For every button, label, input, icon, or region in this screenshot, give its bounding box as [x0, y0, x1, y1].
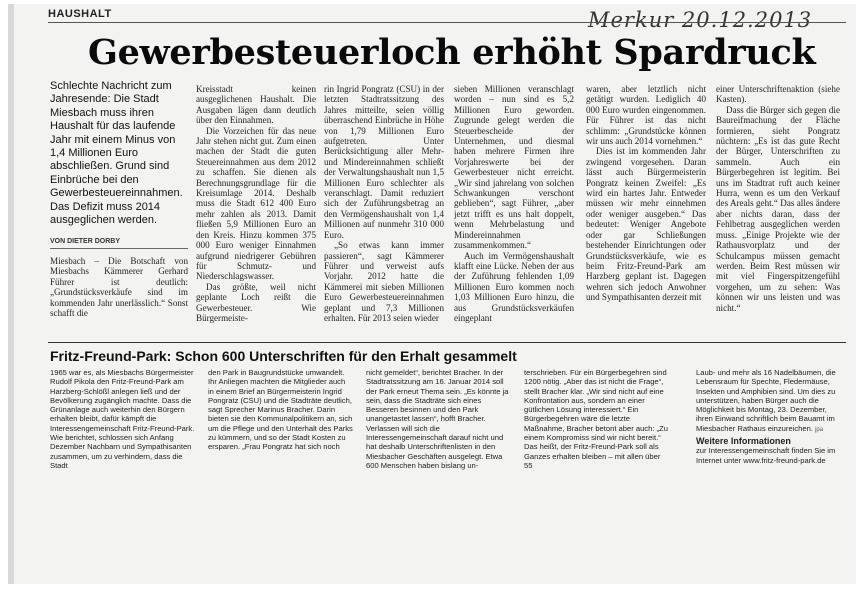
- article-column-3: [324, 84, 444, 340]
- sidebar-column-2: den Park in Baugrundstücke umwandelt. Ihr Anliegen machten die Mitglieder auch in einem Brief an Bürgermeisterin Ingrid Pongratz (CSU) und die Stadträte deutlich, sagt Sprecher Marinus Bracher. Darin bieten sie den Kommunalpolitikern an, sich um die Pflege und den Unterhalt des Parks zu kümmern, und so der Stadt Kosten zu ersparen. „Frau Pongratz hat sich noch: [208, 368, 353, 452]
- paragraph: waren, aber letztlich nicht getätigt wurden. Lediglich 40 000 Euro wurden eingenommen. Für Führer ist das nicht schlimm: „Grundstücke können wir uns auch 2014 vornehmen.“: [586, 84, 706, 147]
- sidebar-column-5: [696, 368, 838, 498]
- paragraph: rin Ingrid Pongratz (CSU) in der letzten Stadtratssitzung des Jahres mitteilte, seien völlig überraschend Einbrüche in Höhe von 1,79 Millionen Euro aufgetreten. Unter Berücksichtigung aller Mehr- und Mindereinnahmen schließt der Verwaltungshaushalt nun 1,5 Millionen Euro schlechter als veranschlagt. Damit reduziert sich der Zuführungsbetrag an den Vermögenshaushalt von 1,4 Millionen auf nunmehr 310 000 Euro.: [324, 84, 444, 240]
- article-column-4: [454, 84, 574, 340]
- handwritten-source-date: Merkur 20.12.2013: [588, 8, 813, 32]
- info-heading: Weitere Informationen: [696, 436, 791, 447]
- paragraph: Das größte, weil nicht geplante Loch reißt die Gewerbesteuer. Wie Bürgermeiste-: [196, 281, 316, 323]
- paragraph: Kreisstadt keinen ausgeglichenen Haushalt. Die Ausgaben lägen dann deutlich über den Einnahmen.: [196, 84, 316, 126]
- sidebar-rule: [48, 342, 846, 343]
- article-column-2: [196, 84, 316, 340]
- article-column-1: [50, 256, 188, 326]
- sidebar-headline: Fritz-Freund-Park: Schon 600 Unterschriften für den Erhalt gesammelt: [50, 348, 517, 364]
- header-rule: [48, 22, 846, 23]
- paragraph: Dass die Bürger sich gegen die Baureifmachung der Fläche formieren, sieht Pongratz nüchtern: „Es ist das gute Recht der Bürger, Unterschriften zu sammeln. Auch ein Bürgerbegehren ist legitim. Bei uns im Stadtrat ruft auch keiner Hurra, wenn es um den Verkauf des Areals geht.“ Das alles ändere aber nichts daran, dass der Fehlbetrag ausgeglichen werden muss. „Einige Projekte wie der Rathausvorplatz und der Schulcampus müssen gemacht werden. Beim Rest müssen wir mit viel Fingerspitzengefühl vorgehen, um zu sehen: Was können wir uns leisten und was nicht.“: [716, 104, 840, 313]
- paragraph: Miesbach – Die Botschaft von Miesbachs Kämmerer Gerhard Führer ist deutlich: „Grundstücksverkäufe sind im kommenden Jahr unerlässlich.“ Sonst schafft die: [50, 256, 188, 319]
- newspaper-clipping: [8, 4, 856, 584]
- paragraph: Die Vorzeichen für das neue Jahr stehen nicht gut. Zum einen machen der Stadt die guten Steuereinnahmen aus dem 2012 zu schaffen. Sie dienen als Berechnungsgrundlage für die Kreisumlage 2014. Deshalb muss die Stadt 612 400 Euro mehr zahlen als 2013. Damit fließen 5,9 Millionen Euro an den Kreis. Hinzu kommen 375 000 Euro weniger Einnahmen aufgrund niedrigerer Gebühren für Schmutz- und Niederschlagswasser.: [196, 125, 316, 282]
- paragraph: einer Unterschriftenaktion (siehe Kasten).: [716, 84, 840, 105]
- section-label: HAUSHALT: [48, 8, 112, 20]
- article-column-6: [716, 84, 840, 340]
- sidebar-column-3: nicht gemeldet“, berichtet Bracher. In der Stadtratssitzung am 16. Januar 2014 soll der Park erneut Thema sein. „Es könnte ja sein, dass die Stadträte sich eines Besseren besinnen und den Park unangetastet lassen“, hofft Bracher. Verlassen will sich die Interessengemeinschaft darauf nicht und hat deshalb Unterschriftenlisten in den Miesbacher Geschäften ausgelegt. Etwa 600 Menschen haben bislang un-: [366, 368, 509, 470]
- sidebar-column-1: 1965 war es, als Miesbachs Bürgermeister Rudolf Pikola den Fritz-Freund-Park am Harzberg-Schlößl anlegen ließ und der Bevölkerung zugänglich machte. Dass die Grünanlage auch weiterhin den Bürgern erhalten bleibt, dafür kämpft die Interessengemeinschaft Fritz-Freund-Park. Wie berichtet, schlossen sich Anfang Dezember Nachbarn und Sympathisanten zusammen, um zu verhindern, dass die Stadt: [50, 368, 195, 470]
- article-headline: Gewerbesteuerloch erhöht Spardruck: [88, 32, 816, 73]
- article-column-5: [586, 84, 706, 340]
- author-rule: [50, 248, 188, 249]
- info-text: zur Interessengemeinschaft finden Sie im Internet unter www.fritz-freund-park.de: [696, 446, 836, 465]
- sidebar-paragraph: Laub- und mehr als 16 Nadelbäumen, die Lebensraum für Spechte, Fledermäuse, Insekten und Amphibien sind. Um dies zu unterstützen, haben Bürger auch die Möglichkeit bis Montag, 23. Dezember, ihren Einwand schriftlich beim Bauamt im Miesbacher Rathaus einzureichen.: [696, 368, 836, 433]
- paragraph: Dies ist im kommenden Jahr zwingend vorgesehen. Daran lässt auch Bürgermeisterin Pongratz keinen Zweifel: „Es wird ein hartes Jahr. Entweder müssen wir mehr einnehmen oder weniger ausgeben.“ Das bedeutet: Weniger Angebote oder gar Schließungen bestehender Einrichtungen oder Grundstücksverkäufe, wie es beim Fritz-Freund-Park am Harzberg geplant ist. Dagegen wehren sich jedoch Anwohner und Sympathisanten derzeit mit: [586, 146, 706, 303]
- article-lead: Schlechte Nachricht zum Jahresende: Die Stadt Miesbach muss ihren Haushalt für das laufende Jahr mit einem Minus von 1,4 Millionen Euro abschließen. Grund sind Einbrüche bei den Gewerbesteuereinnahmen. Das Defizit muss 2014 ausgeglichen werden.: [50, 80, 183, 227]
- paragraph: „So etwas kann immer passieren“, sagt Kämmerer Führer und verweist aufs Vorjahr. 2012 hatte die Kämmerei mit sieben Millionen Euro Gewerbesteuereinnahmen geplant und 7,3 Millionen erhalten. Für 2013 seien wieder: [324, 240, 444, 323]
- paragraph: Auch im Vermögenshaushalt klafft eine Lücke. Neben der aus der Zuführung fehlenden 1,09 Millionen Euro kommen noch 1,03 Millionen Euro hinzu, die aus Grundstücksverkäufen eingeplant: [454, 250, 574, 323]
- article-author: VON DIETER DORBY: [50, 238, 121, 245]
- paragraph: sieben Millionen veranschlagt worden – nun sind es 5,2 Millionen Euro geworden. Zugrunde gelegt werden die Steuerbescheide der Unternehmen, und diesmal haben mehrere Firmen ihre Vorjahreswerte bei der Gewerbesteuer nicht erreicht. „Wir sind jahrelang von solchen Schwankungen verschont geblieben“, sagt Führer, „aber jetzt trifft es uns halt doppelt, wenn Mehrbelastung und Mindereinnahmen zusammenkommen.“: [454, 84, 574, 251]
- sidebar-column-4: terschrieben. Für ein Bürgerbegehren sind 1200 nötig. „Aber das ist nicht die Frage“, stellt Bracher klar. „Wir sind nicht auf eine Konfrontation aus, sondern an einer gütlichen Lösung interessiert.“ Ein Bürgerbegehren wäre die letzte Maßnahme, Bracher betont aber auch: „Zu einem Kompromiss sind wir nicht bereit.“ Das heißt, der Fritz-Freund-Park soll als Ganzes erhalten bleiben – mit allen über 55: [524, 368, 668, 470]
- agency-tag: jpa: [815, 426, 824, 433]
- scan-edge: [8, 4, 14, 584]
